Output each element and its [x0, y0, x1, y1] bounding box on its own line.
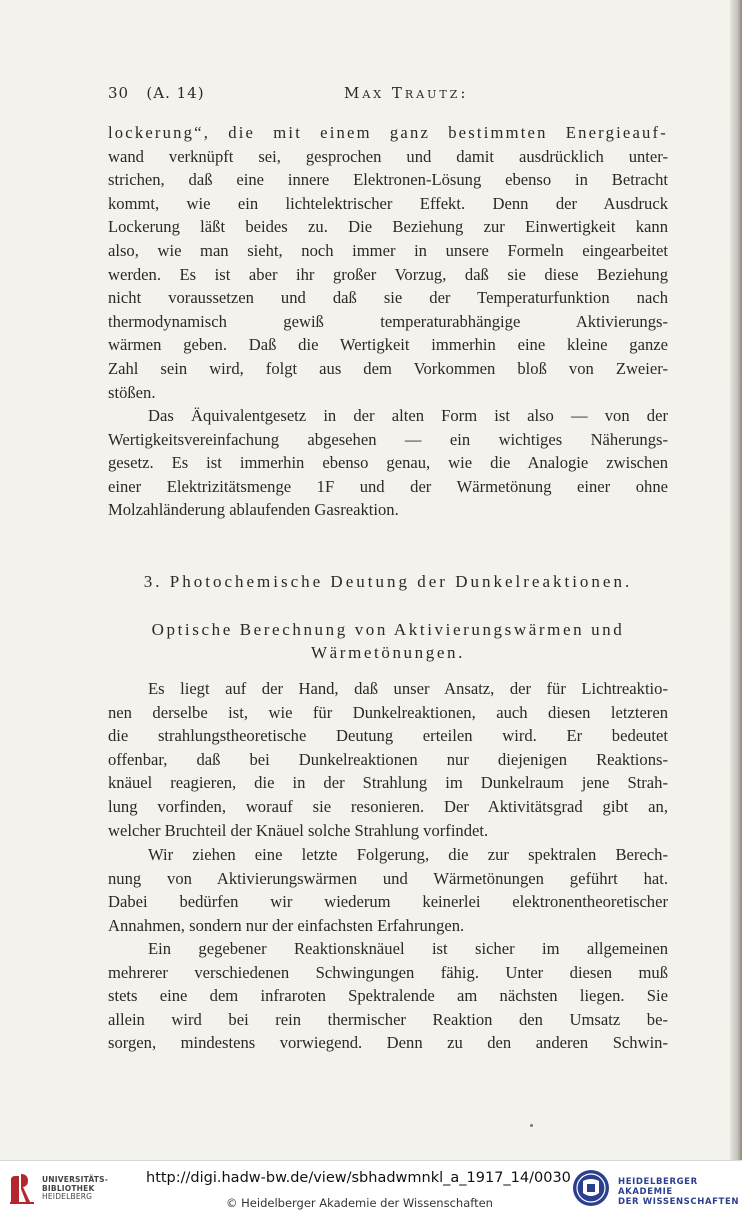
- text-line: Molzahländerung ablaufenden Gasreaktion.: [108, 500, 399, 520]
- library-line-2: BIBLIOTHEK: [42, 1183, 95, 1193]
- text-line: Lockerung läßt beides zu. Die Beziehung zur Einwertigkeit kann: [108, 217, 668, 237]
- text-line: offenbar, daß bei Dunkelreaktionen nur diejenigen Reaktions-: [108, 749, 668, 769]
- paragraph-5: [108, 937, 668, 1055]
- university-library-logo-icon[interactable]: [8, 1171, 38, 1205]
- text-line: allein wird bei rein thermischer Reaktion den Umsatz be-: [108, 1009, 668, 1029]
- text-line: Wir ziehen eine letzte Folgerung, die zur spektralen Berech-: [148, 845, 668, 864]
- page-number: [108, 84, 205, 102]
- academy-name: [618, 1177, 742, 1207]
- text-line: thermodynamisch gewiß temperaturabhängige Aktivierungs-: [108, 311, 668, 331]
- running-header: [108, 84, 666, 106]
- text-line: Ein gegebener Reaktionsknäuel ist sicher im allgemeinen: [148, 939, 668, 958]
- text-line: Zahl sein wird, folgt aus dem Vorkommen bloß von Zweier-: [108, 358, 668, 378]
- academy-line-2: DER WISSENSCHAFTEN: [618, 1197, 740, 1207]
- text-line: nen derselbe ist, wie für Dunkelreaktionen, auch diesen letzteren: [108, 702, 668, 722]
- footer-bar: [0, 1160, 742, 1217]
- text-line: lockerung“, die mit einem ganz bestimmten Energieauf-: [108, 123, 668, 142]
- text-line: nung von Aktivierungswärmen und Wärmetönungen geführt hat.: [108, 868, 668, 888]
- page-speck: [530, 1124, 533, 1127]
- text-line: welcher Bruchteil der Knäuel solche Strahlung vorfindet.: [108, 820, 489, 840]
- text-line: stets eine dem infraroten Spektralende am nächsten liegen. Sie: [108, 986, 668, 1006]
- text-line: mehrerer verschiedenen Schwingungen fähig. Unter diesen muß: [108, 962, 668, 982]
- section-heading: 3. Photochemische Deutung der Dunkelreaktionen.: [143, 572, 633, 591]
- text-line: also, wie man sieht, noch immer in unsere Formeln eingearbeitet: [108, 240, 668, 260]
- text-line: stößen.: [108, 382, 156, 402]
- text-line: Annahmen, sondern nur der einfachsten Erfahrungen.: [108, 915, 465, 935]
- text-line: gesetz. Es ist immerhin ebenso genau, wie die Analogie zwischen: [108, 453, 668, 473]
- library-line-1: UNIVERSITÄTS-: [42, 1175, 109, 1184]
- paragraph-2: [108, 404, 668, 522]
- copyright-notice: © Heidelberger Akademie der Wissenschaften: [226, 1196, 493, 1210]
- academy-seal-icon[interactable]: [572, 1169, 610, 1207]
- text-line: wand verknüpft sei, gesprochen und damit ausdrücklich unter-: [108, 146, 668, 166]
- text-line: wärmen geben. Daß die Wertigkeit immerhin eine kleine ganze: [108, 335, 668, 355]
- text-line: die strahlungstheoretische Deutung erteilen wird. Er bedeutet: [108, 726, 668, 746]
- subsection-heading-line-2: Wärmetönungen.: [311, 643, 465, 662]
- text-line: knäuel reagieren, die in der Strahlung im Dunkelraum jene Strah-: [108, 773, 668, 793]
- text-line: Das Äquivalentgesetz in der alten Form ist also — von der: [148, 406, 668, 425]
- academy-line-1: HEIDELBERGER AKADEMIE: [618, 1177, 698, 1197]
- subsection-heading: [108, 618, 668, 664]
- text-line: nicht voraussetzen und daß sie der Temperaturfunktion nach: [108, 288, 668, 308]
- paragraph-1: [108, 121, 668, 404]
- paragraph-4: [108, 843, 668, 937]
- running-title: Max Trautz:: [344, 84, 469, 102]
- text-line: Es liegt auf der Hand, daß unser Ansatz, der für Lichtreaktio-: [148, 679, 668, 698]
- section-reference: (A. 14): [146, 84, 205, 102]
- paragraph-3: [108, 677, 668, 842]
- library-line-3: HEIDELBERG: [42, 1192, 93, 1201]
- text-line: einer Elektrizitätsmenge 1F und der Wärmetönung einer ohne: [108, 476, 668, 496]
- text-line: lung vorfinden, worauf sie resonieren. Der Aktivitätsgrad gibt an,: [108, 796, 668, 816]
- text-line: werden. Es ist aber ihr großer Vorzug, daß sie diese Beziehung: [108, 264, 668, 284]
- text-line: Wertigkeitsvereinfachung abgesehen — ein wichtiges Näherungs-: [108, 429, 668, 449]
- university-library-name: [42, 1176, 108, 1202]
- permalink-url[interactable]: http://digi.hadw-bw.de/view/sbhadwmnkl_a_1917_14/0030: [146, 1170, 571, 1186]
- text-line: Dabei bedürfen wir wiederum keinerlei elektronentheoretischer: [108, 892, 668, 912]
- text-line: sorgen, mindestens vorwiegend. Denn zu den anderen Schwin-: [108, 1033, 668, 1053]
- text-line: strichen, daß eine innere Elektronen-Lösung ebenso in Betracht: [108, 170, 668, 190]
- text-line: kommt, wie ein lichtelektrischer Effekt. Denn der Ausdruck: [108, 193, 668, 213]
- subsection-heading-line-1: Optische Berechnung von Aktivierungswärmen und: [151, 620, 625, 639]
- page-number-text: 30: [108, 84, 130, 102]
- book-spine-edge: [730, 0, 742, 1160]
